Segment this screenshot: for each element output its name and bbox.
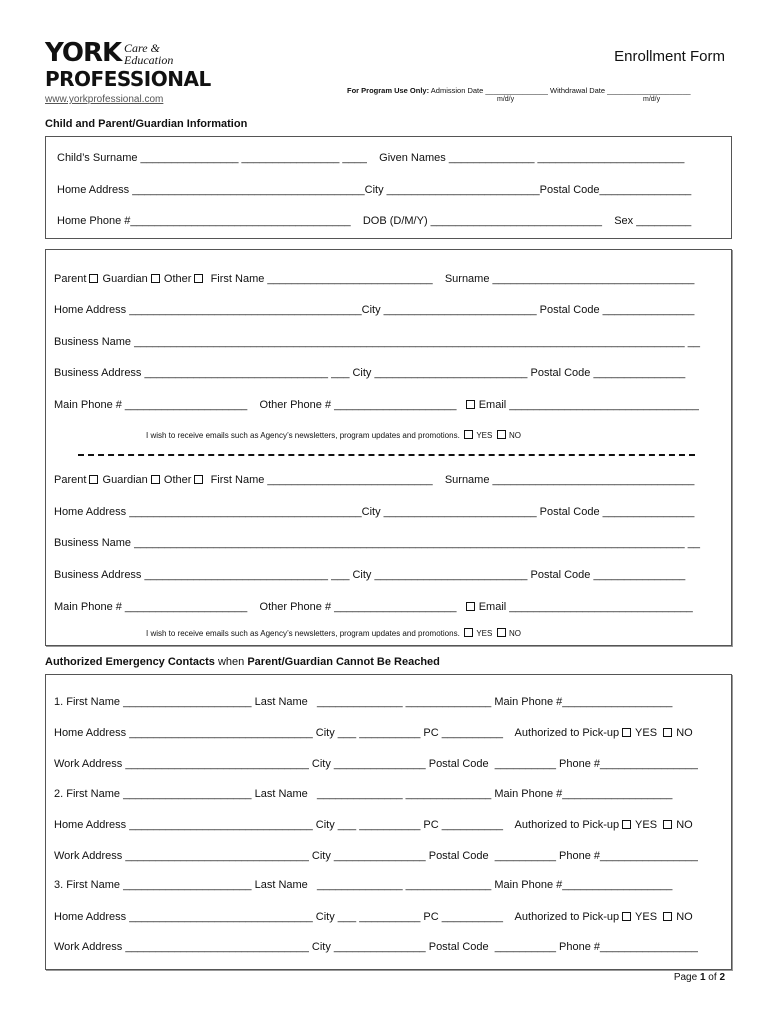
contact1-pickup-no-checkbox[interactable] — [663, 728, 672, 737]
page-prefix: Page — [673, 972, 700, 983]
withdrawal-date-format: m/d/y — [643, 96, 661, 103]
page-of: of — [705, 972, 720, 983]
parent1-phone-row[interactable] — [54, 398, 699, 412]
contact3-pickup-no-label: NO — [673, 911, 693, 923]
parent1-firstname-checkbox[interactable] — [194, 274, 203, 283]
parent2-name-fields[interactable]: First Name ___________________________ Surname _________________________________ — [204, 474, 695, 486]
contact3-pickup-yes-checkbox[interactable] — [622, 912, 631, 921]
contact2-home-fields[interactable]: Home Address ______________________________ City ___ __________ PC __________ Authorized to Pick-up — [54, 819, 623, 831]
contact1-home-row[interactable] — [54, 726, 693, 740]
emergency-heading-when: when — [214, 656, 248, 668]
parent2-other-label: Other — [160, 474, 195, 486]
logo-care: Care & — [124, 41, 160, 55]
parent1-other-checkbox[interactable] — [151, 274, 160, 283]
page-total: 2 — [719, 972, 725, 983]
parent1-guardian-label: Guardian — [99, 273, 151, 285]
logo-education: Education — [124, 53, 174, 67]
page-number — [674, 972, 725, 983]
contact3-name-row[interactable]: 3. First Name _____________________ Last Name ______________ ______________ Main Phone #__________________ — [54, 879, 673, 891]
parent2-guardian-label: Guardian — [99, 474, 151, 486]
parent1-business-name-row[interactable]: Business Name __________________________________________________________________________________________ __ — [54, 336, 700, 348]
contact2-name-row[interactable]: 2. First Name _____________________ Last Name ______________ ______________ Main Phone #__________________ — [54, 788, 673, 800]
program-use-fields[interactable]: Admission Date _______________ Withdrawal Date ____________________ — [429, 86, 691, 95]
contact1-name-row[interactable]: 1. First Name _____________________ Last Name ______________ ______________ Main Phone #__________________ — [54, 696, 673, 708]
parent2-phone-row[interactable] — [54, 600, 693, 614]
contact2-pickup-no-checkbox[interactable] — [663, 820, 672, 829]
parent1-phones[interactable]: Main Phone # ____________________ Other Phone # ____________________ — [54, 399, 457, 411]
website-link[interactable]: www.yorkprofessional.com — [45, 94, 164, 105]
program-use-label: For Program Use Only: — [347, 86, 430, 95]
parent2-newsletter-text: I wish to receive emails such as Agency’s newsletters, program updates and promotions. — [146, 629, 465, 638]
parent1-yes-checkbox[interactable] — [464, 430, 473, 439]
parent2-business-name-row[interactable]: Business Name __________________________________________________________________________________________ __ — [54, 537, 700, 549]
parent2-phones[interactable]: Main Phone # ____________________ Other Phone # ____________________ — [54, 601, 457, 613]
parent1-newsletter-row — [146, 430, 521, 440]
parent1-email-field[interactable]: Email _______________________________ — [475, 399, 699, 411]
emergency-heading-bold2: Parent/Guardian Cannot Be Reached — [247, 656, 440, 668]
parent2-newsletter-row — [146, 628, 521, 638]
contact1-pickup-no-label: NO — [673, 727, 693, 739]
contact3-pickup-no-checkbox[interactable] — [663, 912, 672, 921]
contact2-pickup-yes-label: YES — [632, 819, 664, 831]
child-section-heading: Child and Parent/Guardian Information — [45, 118, 248, 130]
parent2-role-row[interactable] — [54, 473, 694, 487]
page-current: 1 — [699, 972, 706, 983]
contact2-pickup-yes-checkbox[interactable] — [622, 820, 631, 829]
contact1-home-fields[interactable]: Home Address ______________________________ City ___ __________ PC __________ Authorized to Pick-up — [54, 727, 623, 739]
contact3-home-row[interactable] — [54, 910, 693, 924]
parent2-no-label: NO — [506, 629, 521, 638]
logo-york: YORK — [45, 38, 122, 68]
parent1-yes-label: YES — [474, 431, 497, 440]
contact3-pickup-yes-label: YES — [632, 911, 664, 923]
parent2-address-row[interactable]: Home Address ______________________________________City _________________________ Postal Code _______________ — [54, 506, 695, 518]
program-use-line — [347, 86, 691, 95]
contact3-home-fields[interactable]: Home Address ______________________________ City ___ __________ PC __________ Authorized to Pick-up — [54, 911, 623, 923]
parent1-no-checkbox[interactable] — [497, 430, 506, 439]
contact1-pickup-yes-label: YES — [632, 727, 664, 739]
parent1-parent-label: Parent — [54, 273, 90, 285]
parent1-role-row[interactable] — [54, 272, 694, 286]
parent1-guardian-checkbox[interactable] — [89, 274, 98, 283]
parent2-parent-label: Parent — [54, 474, 90, 486]
parent2-other-checkbox[interactable] — [151, 475, 160, 484]
logo-tagline — [124, 42, 173, 66]
parent-divider — [78, 454, 695, 456]
admission-date-format: m/d/y — [497, 96, 515, 103]
contact2-home-row[interactable] — [54, 818, 693, 832]
parent2-business-address-row[interactable]: Business Address ______________________________ ___ City _________________________ Postal Code _______________ — [54, 569, 686, 581]
logo-professional: PROFESSIONAL — [45, 67, 211, 91]
contact2-work-row[interactable]: Work Address ______________________________ City _______________ Postal Code __________ Phone #________________ — [54, 850, 698, 862]
parent2-no-checkbox[interactable] — [497, 628, 506, 637]
parent1-address-row[interactable]: Home Address ______________________________________City _________________________ Postal Code _______________ — [54, 304, 695, 316]
parent1-newsletter-text: I wish to receive emails such as Agency’s newsletters, program updates and promotions. — [146, 431, 465, 440]
parent2-firstname-checkbox[interactable] — [194, 475, 203, 484]
parent1-no-label: NO — [506, 431, 521, 440]
child-phone-row[interactable]: Home Phone #____________________________________ DOB (D/M/Y) ____________________________ Sex _________ — [57, 215, 692, 227]
parent2-yes-checkbox[interactable] — [464, 628, 473, 637]
parent1-email-checkbox[interactable] — [466, 400, 475, 409]
emergency-heading-bold1: Authorized Emergency Contacts — [45, 656, 215, 668]
contact1-pickup-yes-checkbox[interactable] — [622, 728, 631, 737]
parent1-other-label: Other — [160, 273, 195, 285]
child-address-row[interactable]: Home Address ______________________________________City _________________________Postal Code_______________ — [57, 184, 692, 196]
parent1-business-address-row[interactable]: Business Address ______________________________ ___ City _________________________ Postal Code _______________ — [54, 367, 686, 379]
emergency-heading — [45, 656, 440, 668]
parent2-guardian-checkbox[interactable] — [89, 475, 98, 484]
child-surname-row[interactable]: Child’s Surname ________________ ________________ ____ Given Names ______________ ________________________ — [57, 152, 685, 164]
contact1-work-row[interactable]: Work Address ______________________________ City _______________ Postal Code __________ Phone #________________ — [54, 758, 698, 770]
parent1-name-fields[interactable]: First Name ___________________________ Surname _________________________________ — [204, 273, 695, 285]
contact3-work-row[interactable]: Work Address ______________________________ City _______________ Postal Code __________ Phone #________________ — [54, 941, 698, 953]
parent2-yes-label: YES — [474, 629, 497, 638]
parent2-email-field[interactable]: Email ______________________________ — [475, 601, 693, 613]
contact2-pickup-no-label: NO — [673, 819, 693, 831]
page-title: Enrollment Form — [614, 48, 725, 65]
parent2-email-checkbox[interactable] — [466, 602, 475, 611]
